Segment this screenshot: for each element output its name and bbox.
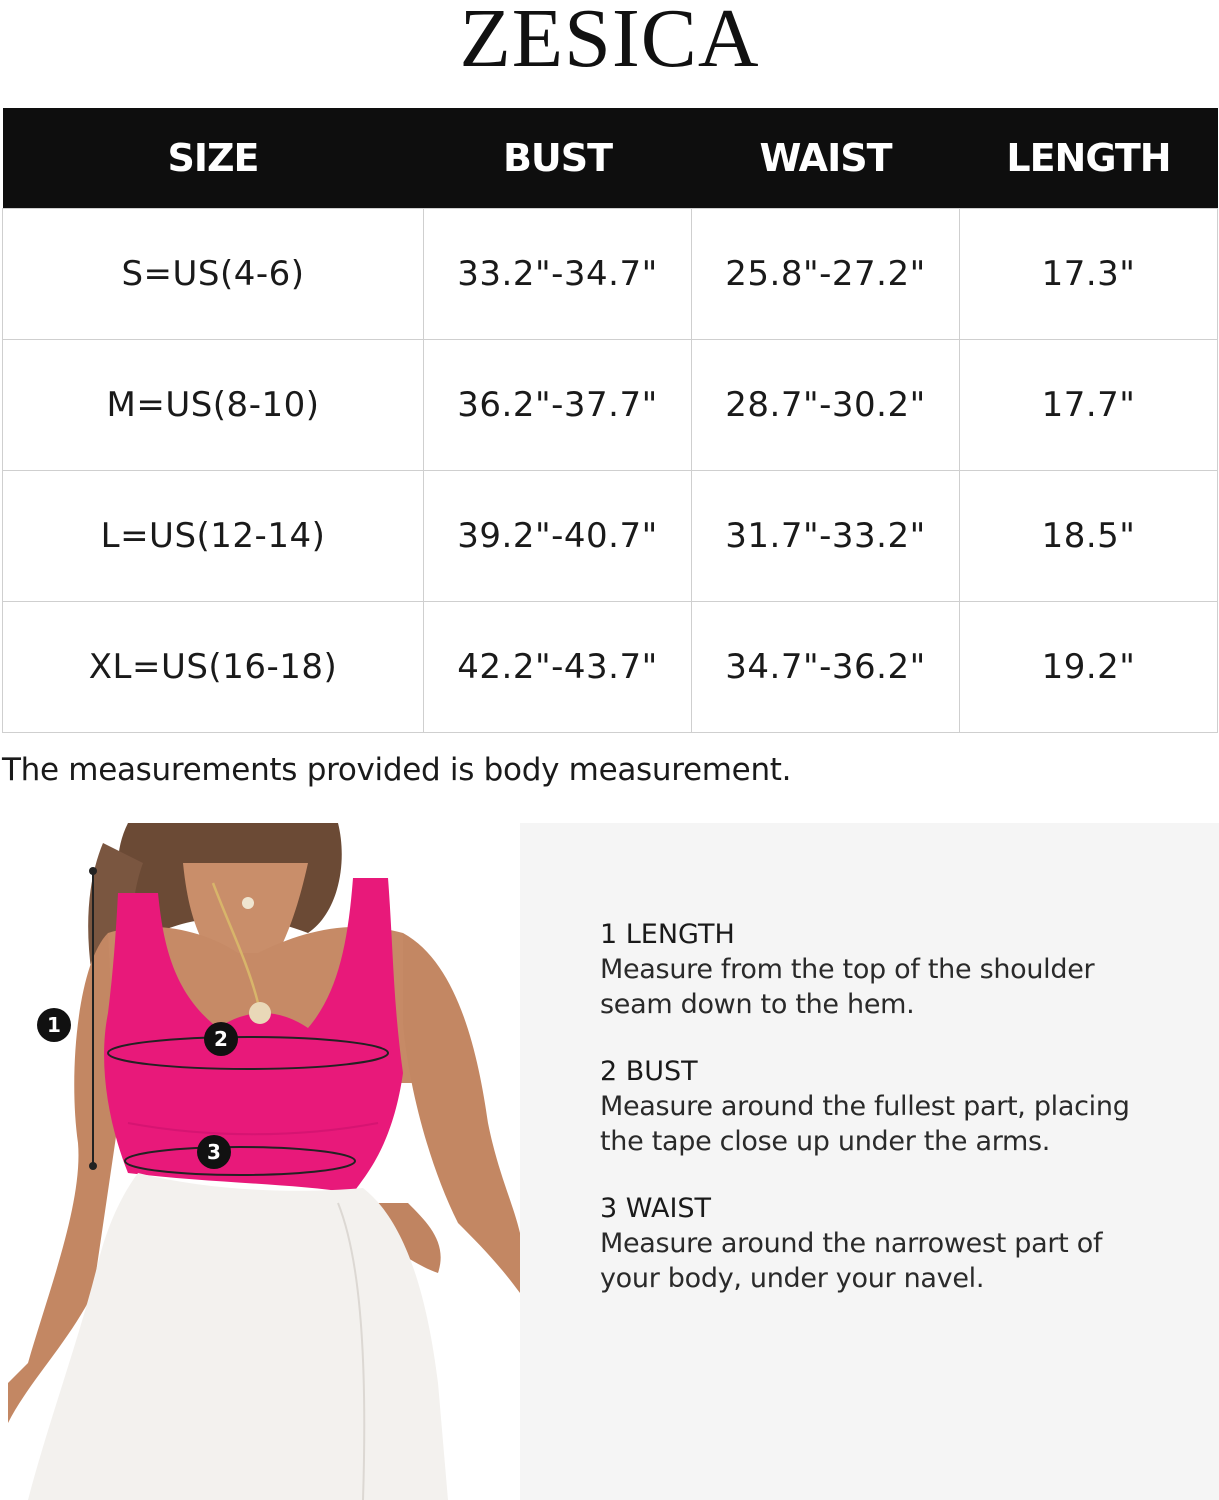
instruction-length: [600, 918, 1200, 1022]
instruction-title: 3 WAIST: [600, 1193, 712, 1224]
table-row: [3, 340, 1218, 471]
svg-text:1: 1: [47, 1013, 61, 1037]
size-chart-table: [2, 108, 1218, 733]
header-bust: BUST: [424, 108, 692, 209]
cell-waist: 31.7"-33.2": [692, 471, 960, 602]
cell-length: 19.2": [960, 602, 1218, 733]
instruction-waist: [600, 1192, 1200, 1296]
instruction-text: Measure from the top of the shoulder seam down to the hem.: [600, 954, 1095, 1020]
svg-text:2: 2: [214, 1027, 228, 1051]
marker-bust: [204, 1022, 238, 1056]
cell-size: L=US(12-14): [3, 471, 424, 602]
instruction-text: Measure around the fullest part, placing the tape close up under the arms.: [600, 1091, 1130, 1157]
instruction-title: 1 LENGTH: [600, 919, 735, 950]
cell-bust: 42.2"-43.7": [424, 602, 692, 733]
instruction-title: 2 BUST: [600, 1056, 698, 1087]
marker-length: [37, 1008, 71, 1042]
header-length: LENGTH: [960, 108, 1218, 209]
instruction-text: Measure around the narrowest part of your body, under your navel.: [600, 1228, 1103, 1294]
table-row: [3, 471, 1218, 602]
table-row: [3, 602, 1218, 733]
model-illustration: [8, 823, 520, 1500]
cell-bust: 36.2"-37.7": [424, 340, 692, 471]
instruction-bust: [600, 1055, 1200, 1159]
cell-size: M=US(8-10): [3, 340, 424, 471]
cell-waist: 28.7"-30.2": [692, 340, 960, 471]
cell-size: S=US(4-6): [3, 209, 424, 340]
brand-logo: ZESICA: [459, 0, 760, 85]
header-size: SIZE: [3, 108, 424, 209]
svg-text:3: 3: [207, 1140, 221, 1164]
cell-waist: 34.7"-36.2": [692, 602, 960, 733]
cell-length: 17.7": [960, 340, 1218, 471]
measurement-note: The measurements provided is body measurement.: [2, 752, 792, 788]
table-row: [3, 209, 1218, 340]
model-photo: [8, 823, 520, 1500]
cell-length: 17.3": [960, 209, 1218, 340]
cell-size: XL=US(16-18): [3, 602, 424, 733]
cell-waist: 25.8"-27.2": [692, 209, 960, 340]
marker-waist: [197, 1135, 231, 1169]
cell-bust: 33.2"-34.7": [424, 209, 692, 340]
measurement-instructions-panel: [520, 823, 1219, 1500]
cell-bust: 39.2"-40.7": [424, 471, 692, 602]
header-waist: WAIST: [692, 108, 960, 209]
cell-length: 18.5": [960, 471, 1218, 602]
table-header-row: [3, 108, 1218, 209]
